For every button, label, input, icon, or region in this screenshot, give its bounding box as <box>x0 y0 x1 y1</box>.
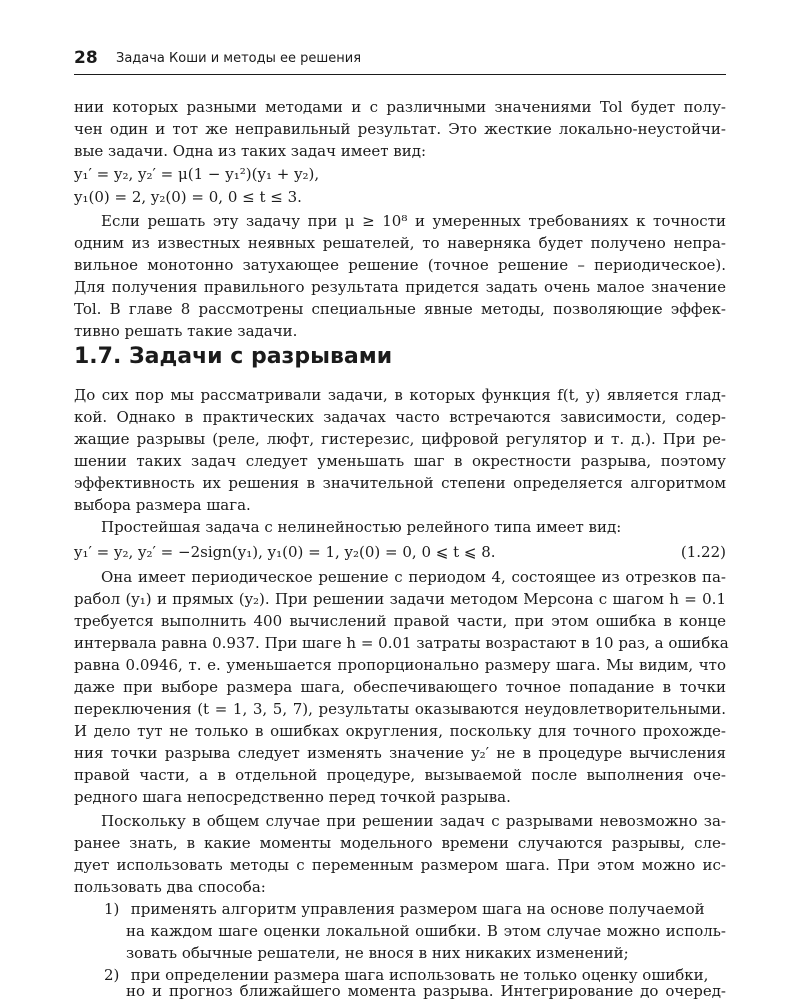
text-line: пользовать два способа: <box>74 878 266 896</box>
text-line: До сих пор мы рассматривали задачи, в которых функция f(t, y) является глад- <box>74 386 726 404</box>
text-line: вильное монотонно затухающее решение (точное решение – периодическое). <box>74 256 726 274</box>
list-number: 1) <box>104 900 120 918</box>
equation-number: (1.22) <box>680 543 726 561</box>
text-line: эффективность их решения в значительной степени определяется алгоритмом <box>74 474 726 492</box>
text-line: Tol. В главе 8 рассмотрены специальные явные методы, позволяющие эффек- <box>74 300 726 318</box>
list-item <box>104 898 726 920</box>
section-heading: 1.7. Задачи с разрывами <box>74 344 393 369</box>
text-line: требуется выполнить 400 вычислений правой части, при этом ошибка в конце <box>74 612 726 630</box>
list-item-text: применять алгоритм управления размером шага на основе получаемой <box>130 900 705 918</box>
text-line: жащие разрывы (реле, люфт, гистерезис, цифровой регулятор и т. д.). При ре- <box>74 430 726 448</box>
equation-line: y₁(0) = 2, y₂(0) = 0, 0 ≤ t ≤ 3. <box>74 188 302 206</box>
text-line: правой части, а в отдельной процедуре, вызываемой после выполнения оче- <box>74 766 726 784</box>
text-line: на каждом шаге оценки локальной ошибки. В этом случае можно исполь- <box>126 922 726 940</box>
text-line: Она имеет периодическое решение с периодом 4, состоящее из отрезков па- <box>101 568 726 586</box>
text-line: равна 0.0946, т. е. уменьшается пропорционально размеру шага. Мы видим, что <box>74 656 726 674</box>
text-line: Простейшая задача с нелинейностью релейного типа имеет вид: <box>101 518 622 536</box>
text-line: ния точки разрыва следует изменять значение y₂′ не в процедуре вычисления <box>74 744 726 762</box>
text-line: Для получения правильного результата придется задать очень малое значение <box>74 278 726 296</box>
running-header <box>74 46 726 75</box>
text-line: выбора размера шага. <box>74 496 251 514</box>
list-item-text: при определении размера шага использовать не только оценку ошибки, <box>130 966 709 984</box>
text-line: но и прогноз ближайшего момента разрыва. Интегрирование до очеред- <box>126 982 726 1000</box>
text-line: кой. Однако в практических задачах часто встречаются зависимости, содер- <box>74 408 726 426</box>
text-line: дует использовать методы с переменным размером шага. При этом можно ис- <box>74 856 726 874</box>
list-number: 2) <box>104 966 120 984</box>
equation-line: y₁′ = y₂, y₂′ = μ(1 − y₁²)(y₁ + y₂), <box>74 165 320 183</box>
equation-line: y₁′ = y₂, y₂′ = −2sign(y₁), y₁(0) = 1, y₂(0) = 0, 0 ⩽ t ⩽ 8. <box>74 543 496 561</box>
text-line: зовать обычные решатели, не внося в них никаких изменений; <box>126 944 629 962</box>
text-line: нии которых разными методами и с различными значениями Tol будет полу- <box>74 98 726 116</box>
text-line: одним из известных неявных решателей, то наверняка будет получено непра- <box>74 234 726 252</box>
page-number: 28 <box>74 48 98 68</box>
text-line: Если решать эту задачу при μ ≥ 10⁸ и умеренных требованиях к точности <box>101 212 726 230</box>
text-line: тивно решать такие задачи. <box>74 322 298 340</box>
text-line: рабол (y₁) и прямых (y₂). При решении задачи методом Мерсона с шагом h = 0.1 <box>74 590 726 608</box>
text-line: переключения (t = 1, 3, 5, 7), результаты оказываются неудовлетворительными. <box>74 700 726 718</box>
text-line: даже при выборе размера шага, обеспечивающего точное попадание в точки <box>74 678 726 696</box>
text-line: Поскольку в общем случае при решении задач с разрывами невозможно за- <box>101 812 726 830</box>
text-line: вые задачи. Одна из таких задач имеет вид: <box>74 142 427 160</box>
text-line: ранее знать, в какие моменты модельного времени случаются разрывы, сле- <box>74 834 726 852</box>
text-line: чен один и тот же неправильный результат. Это жесткие локально-неустойчи- <box>74 120 726 138</box>
text-line: редного шага непосредственно перед точкой разрыва. <box>74 788 511 806</box>
text-line: шении таких задач следует уменьшать шаг в окрестности разрыва, поэтому <box>74 452 726 470</box>
running-title: Задача Коши и методы ее решения <box>116 51 362 66</box>
text-line: И дело тут не только в ошибках округления, поскольку для точного прохожде- <box>74 722 726 740</box>
text-line: интервала равна 0.937. При шаге h = 0.01 затраты возрастают в 10 раз, а ошибка <box>74 634 729 652</box>
